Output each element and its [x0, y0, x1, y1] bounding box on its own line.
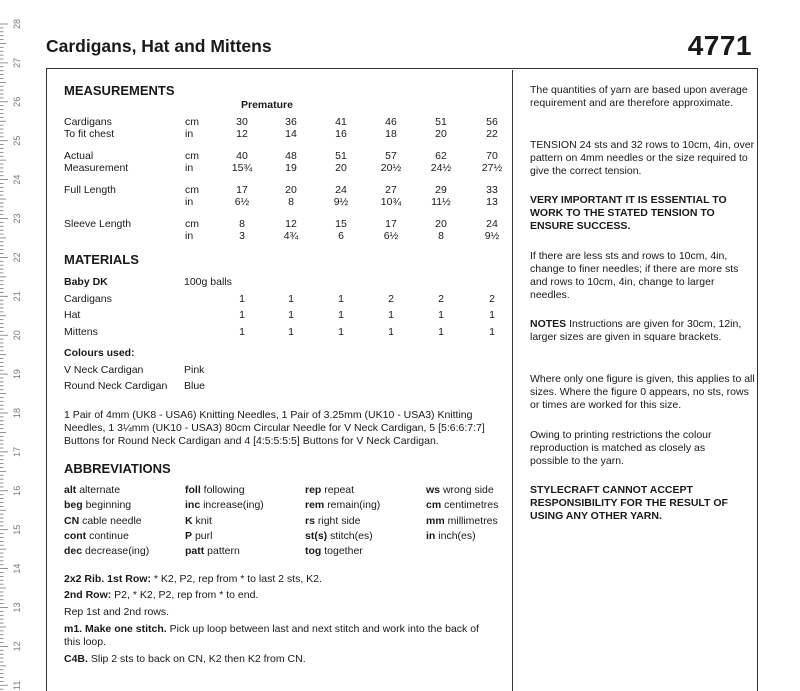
measurement-value: 46 [385, 116, 397, 128]
abbreviation-term: mm [426, 514, 445, 527]
abbreviation-item [305, 530, 373, 543]
abbreviation-item [426, 484, 494, 497]
material-label: Cardigans [64, 293, 112, 305]
rib-row-2-label: 2nd Row: [64, 589, 112, 601]
abbreviation-item [305, 484, 354, 497]
measurement-value: 12 [285, 218, 297, 230]
material-value: 1 [338, 326, 344, 338]
c4b-text: Slip 2 sts to back on CN, K2 then K2 from CN. [87, 653, 306, 665]
abbreviation-term: st(s) [305, 529, 328, 542]
measurement-value: 48 [285, 150, 297, 162]
ball-size: 100g balls [184, 276, 232, 288]
abbreviation-meaning: purl [194, 529, 213, 542]
pattern-number: 4771 [687, 30, 752, 61]
colour-value: Pink [184, 364, 205, 376]
material-value: 2 [438, 293, 444, 305]
ruler-label: 22 [12, 252, 22, 263]
abbreviation-item [305, 515, 360, 528]
measurement-value: 27 [385, 184, 397, 196]
material-value: 1 [239, 326, 245, 338]
rib-row-1 [64, 573, 504, 586]
rib-row-1-text: * K2, P2, rep from * to last 2 sts, K2. [150, 573, 322, 585]
material-value: 1 [489, 326, 495, 338]
measurement-value: 62 [435, 150, 447, 162]
measurement-unit: cm [185, 116, 199, 128]
needles-advice: If there are less sts and rows to 10cm, 4in, change to finer needles; if there are more sts and rows to 10cm, 4in, change to larger needles. [530, 250, 739, 301]
measurement-value: 8 [239, 218, 245, 230]
abbreviation-meaning: increase(ing) [203, 499, 264, 512]
abbreviation-item [426, 499, 498, 512]
abbreviation-item [426, 530, 476, 543]
measurement-value: 20 [285, 184, 297, 196]
size-label: Premature [241, 99, 293, 111]
abbreviation-item [185, 499, 264, 512]
measurement-value: 24 [486, 218, 498, 230]
abbreviation-meaning: knit [195, 514, 212, 527]
ruler-label: 28 [12, 18, 22, 30]
printing-note: Owing to printing restrictions the colour reproduction is matched as closely as possible to the yarn. [530, 429, 712, 467]
notes-text: Instructions are given for 30cm, 12in, larger sizes are given in square brackets. [530, 318, 742, 343]
ruler-label: 12 [12, 641, 22, 652]
measurement-unit: cm [185, 150, 199, 162]
material-value: 2 [388, 293, 394, 305]
ruler-label: 14 [12, 563, 22, 574]
measurement-unit: in [185, 230, 194, 242]
measurement-value: 24 [335, 184, 347, 196]
abbreviation-term: P [185, 529, 193, 542]
abbreviation-item [64, 530, 129, 543]
measurement-value: 9½ [484, 230, 500, 242]
important-note: VERY IMPORTANT IT IS ESSENTIAL TO WORK TO THE STATED TENSION TO ENSURE SUCCESS. [530, 194, 727, 232]
measurement-value: 20 [435, 218, 447, 230]
ruler-label: 16 [12, 485, 22, 496]
m1-label: m1. Make one stitch. [64, 623, 167, 635]
material-value: 1 [288, 293, 294, 305]
measurement-value: 24½ [430, 162, 452, 174]
rib-repeat: Rep 1st and 2nd rows. [64, 606, 170, 618]
abbreviation-item [185, 530, 212, 543]
ruler-label: 20 [12, 330, 22, 341]
ruler-label: 21 [12, 291, 22, 302]
abbreviation-meaning: centimetres [444, 499, 499, 512]
rib-row-2-text: P2, * K2, P2, rep from * to end. [111, 589, 259, 601]
material-value: 1 [239, 293, 245, 305]
material-value: 2 [489, 293, 495, 305]
abbreviation-meaning: millimetres [447, 514, 498, 527]
one-figure-note: Where only one figure is given, this applies to all sizes. Where the figure 0 appears, no sts, rows or times are worked for this size. [530, 373, 755, 411]
abbreviation-term: inc [185, 499, 201, 512]
measurement-value: 15¾ [231, 162, 253, 174]
material-value: 1 [438, 326, 444, 338]
material-value: 1 [239, 309, 245, 321]
measurement-value: 3 [239, 230, 245, 242]
column-divider [512, 70, 513, 691]
ruler-label: 26 [12, 96, 22, 107]
abbreviation-meaning: together [324, 545, 363, 558]
measurement-label: Cardigans [64, 116, 112, 128]
page-title: Cardigans, Hat and Mittens [46, 36, 272, 56]
m1-instruction [64, 623, 494, 649]
measurement-value: 51 [335, 150, 347, 162]
measurement-value: 56 [486, 116, 498, 128]
material-value: 1 [288, 326, 294, 338]
measurement-value: 36 [285, 116, 297, 128]
abbreviation-term: beg [64, 499, 83, 512]
ruler-label: 11 [12, 680, 22, 690]
abbreviation-item [185, 545, 240, 558]
abbreviation-item [64, 515, 142, 528]
material-value: 1 [338, 293, 344, 305]
measurement-value: 57 [385, 150, 397, 162]
colour-label: Round Neck Cardigan [64, 380, 168, 392]
measurement-value: 11½ [431, 196, 451, 208]
materials-heading: MATERIALS [64, 252, 139, 267]
measurement-label: Actual [64, 150, 94, 162]
ruler-label: 19 [12, 369, 22, 380]
abbreviation-meaning: right side [317, 514, 361, 527]
measurement-value: 14 [285, 128, 297, 140]
disclaimer: STYLECRAFT CANNOT ACCEPT RESPONSIBILITY FOR THE RESULT OF USING ANY OTHER YARN. [530, 484, 728, 522]
ruler-label: 17 [12, 446, 22, 457]
rib-row-1-label: 2x2 Rib. 1st Row: [64, 573, 151, 585]
abbreviation-item [305, 499, 380, 512]
abbreviation-meaning: beginning [85, 499, 132, 512]
measurement-label: Sleeve Length [64, 218, 132, 230]
measurement-value: 29 [435, 184, 447, 196]
abbreviation-term: rs [305, 514, 315, 527]
measurement-value: 40 [236, 150, 248, 162]
colours-heading: Colours used: [64, 347, 135, 359]
abbreviation-item [305, 545, 363, 558]
notes-label: NOTES [530, 318, 567, 330]
abbreviation-item [426, 515, 498, 528]
measurement-value: 17 [385, 218, 397, 230]
abbreviation-term: cont [64, 529, 87, 542]
measurement-label: Full Length [64, 184, 116, 196]
measurement-value: 6½ [383, 230, 399, 242]
abbreviation-term: K [185, 514, 193, 527]
measurement-value: 33 [486, 184, 498, 196]
abbreviation-meaning: pattern [207, 545, 240, 558]
abbreviation-term: cm [426, 499, 442, 512]
abbreviation-meaning: alternate [79, 484, 121, 496]
measurement-value: 8 [288, 196, 294, 208]
ruler-label: 15 [12, 524, 22, 535]
material-value: 1 [438, 309, 444, 321]
measurement-value: 20 [435, 128, 447, 140]
measurement-value: 20 [335, 162, 347, 174]
abbreviation-meaning: repeat [324, 484, 355, 496]
abbreviation-item [64, 484, 120, 497]
measurement-value: 12 [236, 128, 248, 140]
measurement-value: 6 [338, 230, 344, 242]
material-value: 1 [388, 326, 394, 338]
measurement-value: 4¾ [283, 230, 299, 242]
abbreviation-term: in [426, 529, 436, 542]
measurement-value: 8 [438, 230, 444, 242]
abbreviation-meaning: continue [89, 529, 129, 542]
measurement-value: 15 [335, 218, 347, 230]
tension-note: TENSION 24 sts and 32 rows to 10cm, 4in, over pattern on 4mm needles or the size required to give the correct tension. [530, 139, 755, 177]
ruler-label: 23 [12, 213, 22, 224]
measurement-value: 13 [486, 196, 498, 208]
measurement-value: 16 [335, 128, 347, 140]
material-value: 1 [489, 309, 495, 321]
abbreviation-term: CN [64, 514, 80, 527]
measurement-unit: cm [185, 218, 199, 230]
abbreviation-term: alt [64, 484, 77, 496]
abbreviation-term: ws [426, 484, 441, 496]
abbreviation-meaning: inch(es) [438, 529, 476, 542]
material-label: Hat [64, 309, 81, 321]
ruler-label: 27 [12, 57, 22, 68]
abbreviation-term: patt [185, 545, 205, 558]
measurement-value: 17 [236, 184, 248, 196]
measurement-unit: in [185, 128, 194, 140]
m1-text: Pick up loop between last and next stitch and work into the back of this loop. [64, 623, 479, 648]
abbreviation-meaning: remain(ing) [327, 499, 381, 512]
measurement-unit: in [185, 196, 194, 208]
measurement-value: 20½ [380, 162, 402, 174]
measurement-label: To fit chest [64, 128, 115, 140]
measurements-heading: MEASUREMENTS [64, 83, 175, 98]
abbreviation-term: foll [185, 484, 201, 496]
ruler-label: 24 [12, 174, 22, 185]
measurement-value: 30 [236, 116, 248, 128]
measurement-value: 51 [435, 116, 447, 128]
measurement-unit: cm [185, 184, 199, 196]
colour-label: V Neck Cardigan [64, 364, 144, 376]
abbreviation-item [64, 499, 131, 512]
material-value: 1 [288, 309, 294, 321]
abbreviation-term: tog [305, 545, 322, 558]
ruler-label: 18 [12, 407, 22, 419]
ruler [0, 0, 34, 691]
abbreviation-meaning: decrease(ing) [85, 545, 150, 558]
material-value: 1 [338, 309, 344, 321]
abbreviation-item [185, 515, 212, 528]
material-value: 1 [388, 309, 394, 321]
measurement-label: Measurement [64, 162, 129, 174]
c4b-label: C4B. [64, 653, 88, 665]
abbreviation-term: rem [305, 499, 325, 512]
ruler-label: 25 [12, 135, 22, 146]
measurement-value: 9½ [333, 196, 349, 208]
measurement-value: 10¾ [380, 196, 402, 208]
measurement-value: 19 [285, 162, 297, 174]
notes-paragraph [530, 318, 755, 344]
abbreviation-meaning: stitch(es) [330, 529, 373, 542]
yarn-name: Baby DK [64, 276, 108, 288]
measurement-value: 6½ [234, 196, 250, 208]
measurement-value: 22 [486, 128, 498, 140]
material-label: Mittens [64, 326, 98, 338]
measurement-value: 18 [385, 128, 397, 140]
needles-text: 1 Pair of 4mm (UK8 - USA6) Knitting Needles, 1 Pair of 3.25mm (UK10 - USA3) Knitting Needles, 1 3¼mm (UK10 - USA3) 80cm Circular Needle for V Neck Cardigan, 5 [5:6:6:7:7] Buttons for Round Neck Cardigan and 4 [4:5:5:5:5] Buttons for V Neck Cardigan. [64, 409, 485, 447]
measurement-unit: in [185, 162, 194, 174]
quantities-note: The quantities of yarn are based upon average requirement and are therefore approximate. [530, 84, 748, 109]
abbreviation-item [64, 545, 149, 558]
measurement-value: 27½ [481, 162, 503, 174]
abbreviation-meaning: wrong side [442, 484, 494, 496]
abbreviation-item [185, 484, 245, 497]
c4b-instruction [64, 653, 504, 666]
ruler-label: 13 [12, 602, 22, 613]
abbreviation-term: rep [305, 484, 322, 496]
colour-value: Blue [184, 380, 206, 392]
abbreviation-term: dec [64, 545, 83, 558]
rib-row-2 [64, 589, 504, 602]
abbreviations-heading: ABBREVIATIONS [64, 461, 171, 476]
abbreviation-meaning: following [203, 484, 245, 496]
abbreviation-meaning: cable needle [82, 514, 142, 527]
measurement-value: 41 [335, 116, 347, 128]
measurement-value: 70 [486, 150, 498, 162]
